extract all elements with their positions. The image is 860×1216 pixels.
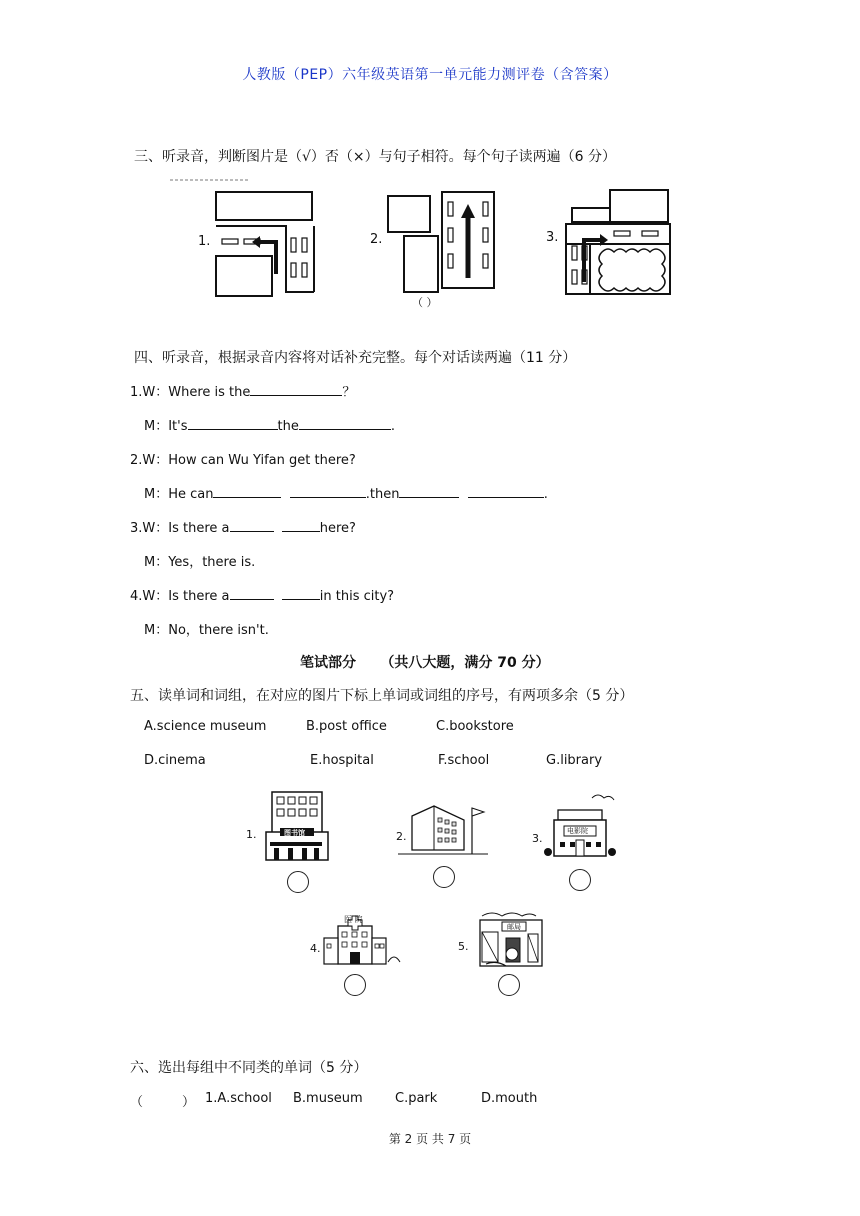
option-g: G.library <box>546 753 603 768</box>
section-5-title: 五、读单词和词组，在对应的图片下标上单词或词组的序号，有两项多余（5 分） <box>130 688 634 704</box>
option-d: D.cinema <box>144 753 206 768</box>
question-6-1-d: D.mouth <box>481 1091 538 1106</box>
option-b: B.post office <box>306 719 387 734</box>
school-picture <box>394 798 490 860</box>
dialog-4-m: M：No，there isn't. <box>144 623 269 638</box>
library-sign: 图书馆 <box>284 829 305 837</box>
blank-9[interactable] <box>282 517 320 532</box>
written-part-title: 笔试部分 （共八大题，满分 70 分） <box>300 655 550 671</box>
answer-circle-1[interactable] <box>287 871 309 893</box>
blank-11[interactable] <box>282 585 320 600</box>
question-6-1-b: B.museum <box>293 1091 363 1106</box>
blank-5[interactable] <box>290 483 366 498</box>
blank-2[interactable] <box>188 415 278 430</box>
section-3-title: 三、听录音，判断图片是（√）否（×）与句子相符。每个句子读两遍（6 分） <box>134 149 617 165</box>
dialog-3-m: M：Yes，there is. <box>144 555 256 570</box>
building-number-5: 5. <box>458 940 469 953</box>
blank-6[interactable] <box>399 483 459 498</box>
question-6-1-a: 1.A.school <box>205 1091 272 1106</box>
document-header: 人教版（PEP）六年级英语第一单元能力测评卷（含答案） <box>242 67 618 83</box>
building-number-1: 1. <box>246 828 257 841</box>
blank-4[interactable] <box>213 483 281 498</box>
building-number-2: 2. <box>396 830 407 843</box>
cinema-picture <box>530 788 622 862</box>
section-6-title: 六、选出每组中不同类的单词（5 分） <box>130 1060 368 1076</box>
answer-circle-4[interactable] <box>344 974 366 996</box>
hospital-sign: 医 院 <box>344 915 363 924</box>
map-number-2: 2. <box>370 232 383 247</box>
map-picture-1 <box>168 178 318 302</box>
option-f: F.school <box>438 753 490 768</box>
dialog-3-w: 3.W：Is there a here? <box>130 517 356 536</box>
blank-3[interactable] <box>299 415 391 430</box>
answer-circle-3[interactable] <box>569 869 591 891</box>
blank-10[interactable] <box>230 585 274 600</box>
section-4-title: 四、听录音，根据录音内容将对话补充完整。每个对话读两遍（11 分） <box>134 350 577 366</box>
building-number-3: 3. <box>532 832 543 845</box>
question-6-1-c: C.park <box>395 1091 438 1106</box>
question-6-1-paren[interactable]: （ ） <box>130 1095 196 1110</box>
library-picture <box>240 788 340 868</box>
map-picture-2 <box>366 188 506 308</box>
blank-7[interactable] <box>468 483 544 498</box>
map-picture-3 <box>546 186 676 298</box>
dialog-2-w: 2.W：How can Wu Yifan get there? <box>130 453 356 468</box>
dialog-4-w: 4.W：Is there a in this city? <box>130 585 394 604</box>
page-footer: 第 2 页 共 7 页 <box>388 1132 472 1146</box>
cinema-sign: 电影院 <box>567 827 588 835</box>
answer-circle-5[interactable] <box>498 974 520 996</box>
post-office-sign: 邮局 <box>507 923 521 931</box>
dialog-1-w: 1.W：Where is the ？ <box>130 381 355 400</box>
option-a: A.science museum <box>144 719 267 734</box>
building-number-4: 4. <box>310 942 321 955</box>
option-e: E.hospital <box>310 753 374 768</box>
blank-1[interactable] <box>250 381 342 396</box>
answer-bracket-2[interactable]: （ ） <box>412 296 438 309</box>
dialog-2-m: M：He can .then . <box>144 483 548 502</box>
blank-8[interactable] <box>230 517 274 532</box>
map-number-1: 1. <box>198 234 211 249</box>
option-c: C.bookstore <box>436 719 514 734</box>
map-number-3: 3. <box>546 230 559 245</box>
answer-circle-2[interactable] <box>433 866 455 888</box>
post-office-picture <box>456 910 548 972</box>
dialog-1-m: M：It's the . <box>144 415 395 434</box>
hospital-picture <box>308 912 404 968</box>
